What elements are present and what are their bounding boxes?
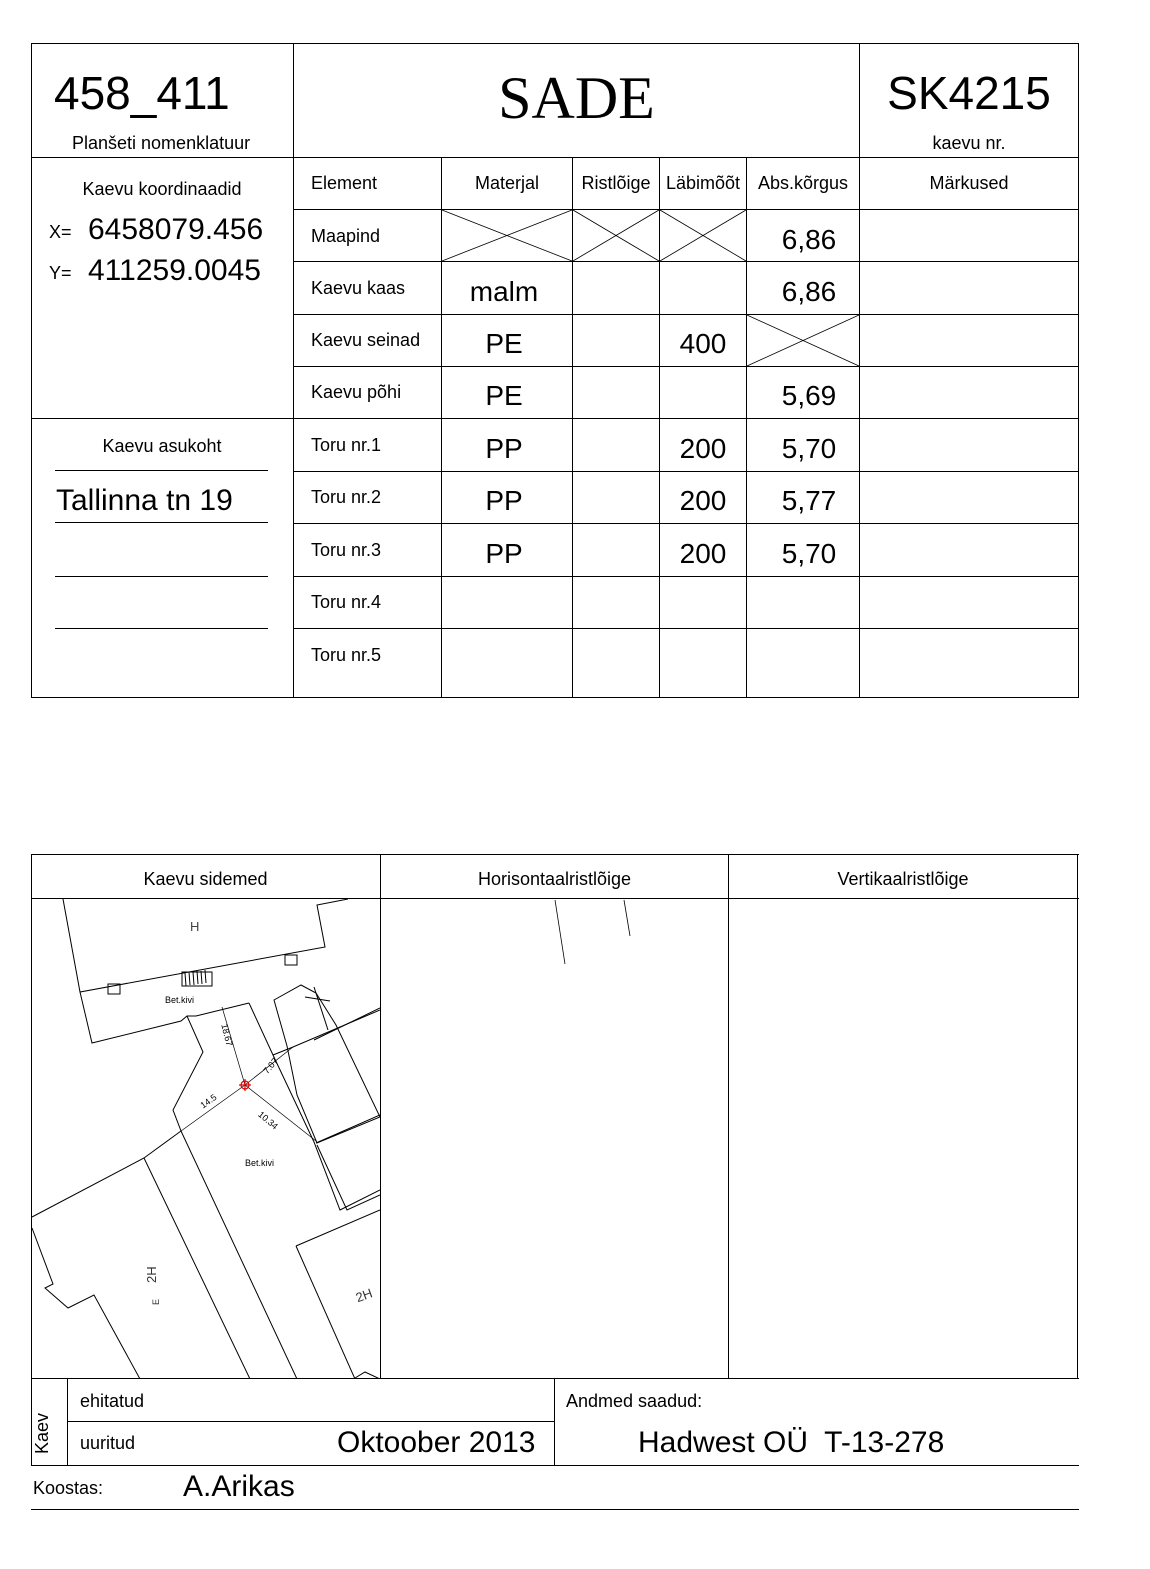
connections-heading: Kaevu sidemed [143,869,268,889]
row-abs-height: 6,86 [781,276,837,307]
header-notes: Märkused [929,173,1009,193]
row-abs-height: 5,77 [781,485,837,516]
x-coordinate-value: 6458079.456 [88,213,264,246]
author-value: A.Arikas [183,1470,295,1503]
map-label-distance: 14.5 [198,1092,219,1111]
vertical-section-heading: Vertikaalristlõige [837,869,969,889]
row-diameter: 400 [679,328,727,359]
surveyed-value: Oktoober 2013 [337,1426,536,1459]
sheet-nomenclature-label: Planšeti nomenklatuur [72,133,251,153]
page-title: SADE [498,65,655,131]
author-label: Koostas: [33,1478,104,1498]
map-label-distance: 7.07 [261,1055,281,1076]
surveyed-label: uuritud [80,1433,136,1453]
row-material: PE [485,380,523,411]
horizontal-section-heading: Horisontaalristlõige [477,869,632,889]
header-abs-height: Abs.kõrgus [757,173,849,193]
row-element: Toru nr.4 [311,592,382,612]
sheet-nomenclature: 458_411 [54,67,230,119]
row-element: Kaevu kaas [311,278,406,298]
y-coordinate-value: 411259.0045 [88,254,261,287]
well-number-label: kaevu nr. [932,133,1006,153]
map-label-building: 2H [144,1266,159,1283]
row-diameter: 200 [679,538,727,569]
author-line [31,1509,1079,1510]
row-material: PP [485,485,523,516]
row-element: Toru nr.2 [311,487,382,507]
location-address: Tallinna tn 19 [56,484,233,517]
header-cross-section: Ristlõige [581,173,651,193]
header-material: Materjal [474,173,540,193]
built-label: ehitatud [80,1391,145,1411]
row-abs-height: 5,70 [781,433,837,464]
kaev-label: Kaev [32,1412,52,1454]
map-label-surface: Bet.kivi [165,995,195,1005]
row-abs-height: 5,69 [781,380,837,411]
row-abs-height: 6,86 [781,224,837,255]
footer-row-line [67,1421,555,1422]
map-label-surface: Bet.kivi [245,1158,275,1168]
header-element: Element [311,173,378,193]
location-label: Kaevu asukoht [102,436,222,456]
row-material: PE [485,328,523,359]
map-label-building: H [190,919,200,934]
data-source-value: Hadwest OÜ T-13-278 [638,1426,945,1459]
row-element: Maapind [311,226,381,246]
row-diameter: 200 [679,485,727,516]
well-number: SK4215 [887,67,1051,119]
row-element: Kaevu põhi [311,382,402,402]
row-material: PP [485,538,523,569]
map-label-building-sub: E [151,1298,161,1305]
row-abs-height: 5,70 [781,538,837,569]
header-diameter: Läbimõõt [665,173,741,193]
row-element: Toru nr.1 [311,435,382,455]
row-element: Toru nr.5 [311,645,382,665]
x-coordinate-label: X= [49,222,72,242]
row-material: PP [485,433,523,464]
footer-bottom-line [31,1465,1079,1466]
row-element: Toru nr.3 [311,540,382,560]
y-coordinate-label: Y= [49,263,72,283]
row-element: Kaevu seinad [311,330,421,350]
map-label-distance: 18.67 [219,1022,235,1048]
row-material: malm [469,276,539,307]
data-source-label: Andmed saadud: [566,1391,703,1411]
row-diameter: 200 [679,433,727,464]
map-label-distance: 10.34 [256,1109,280,1132]
coordinates-label: Kaevu koordinaadid [82,179,242,199]
map-label-building: 2H [353,1285,375,1306]
